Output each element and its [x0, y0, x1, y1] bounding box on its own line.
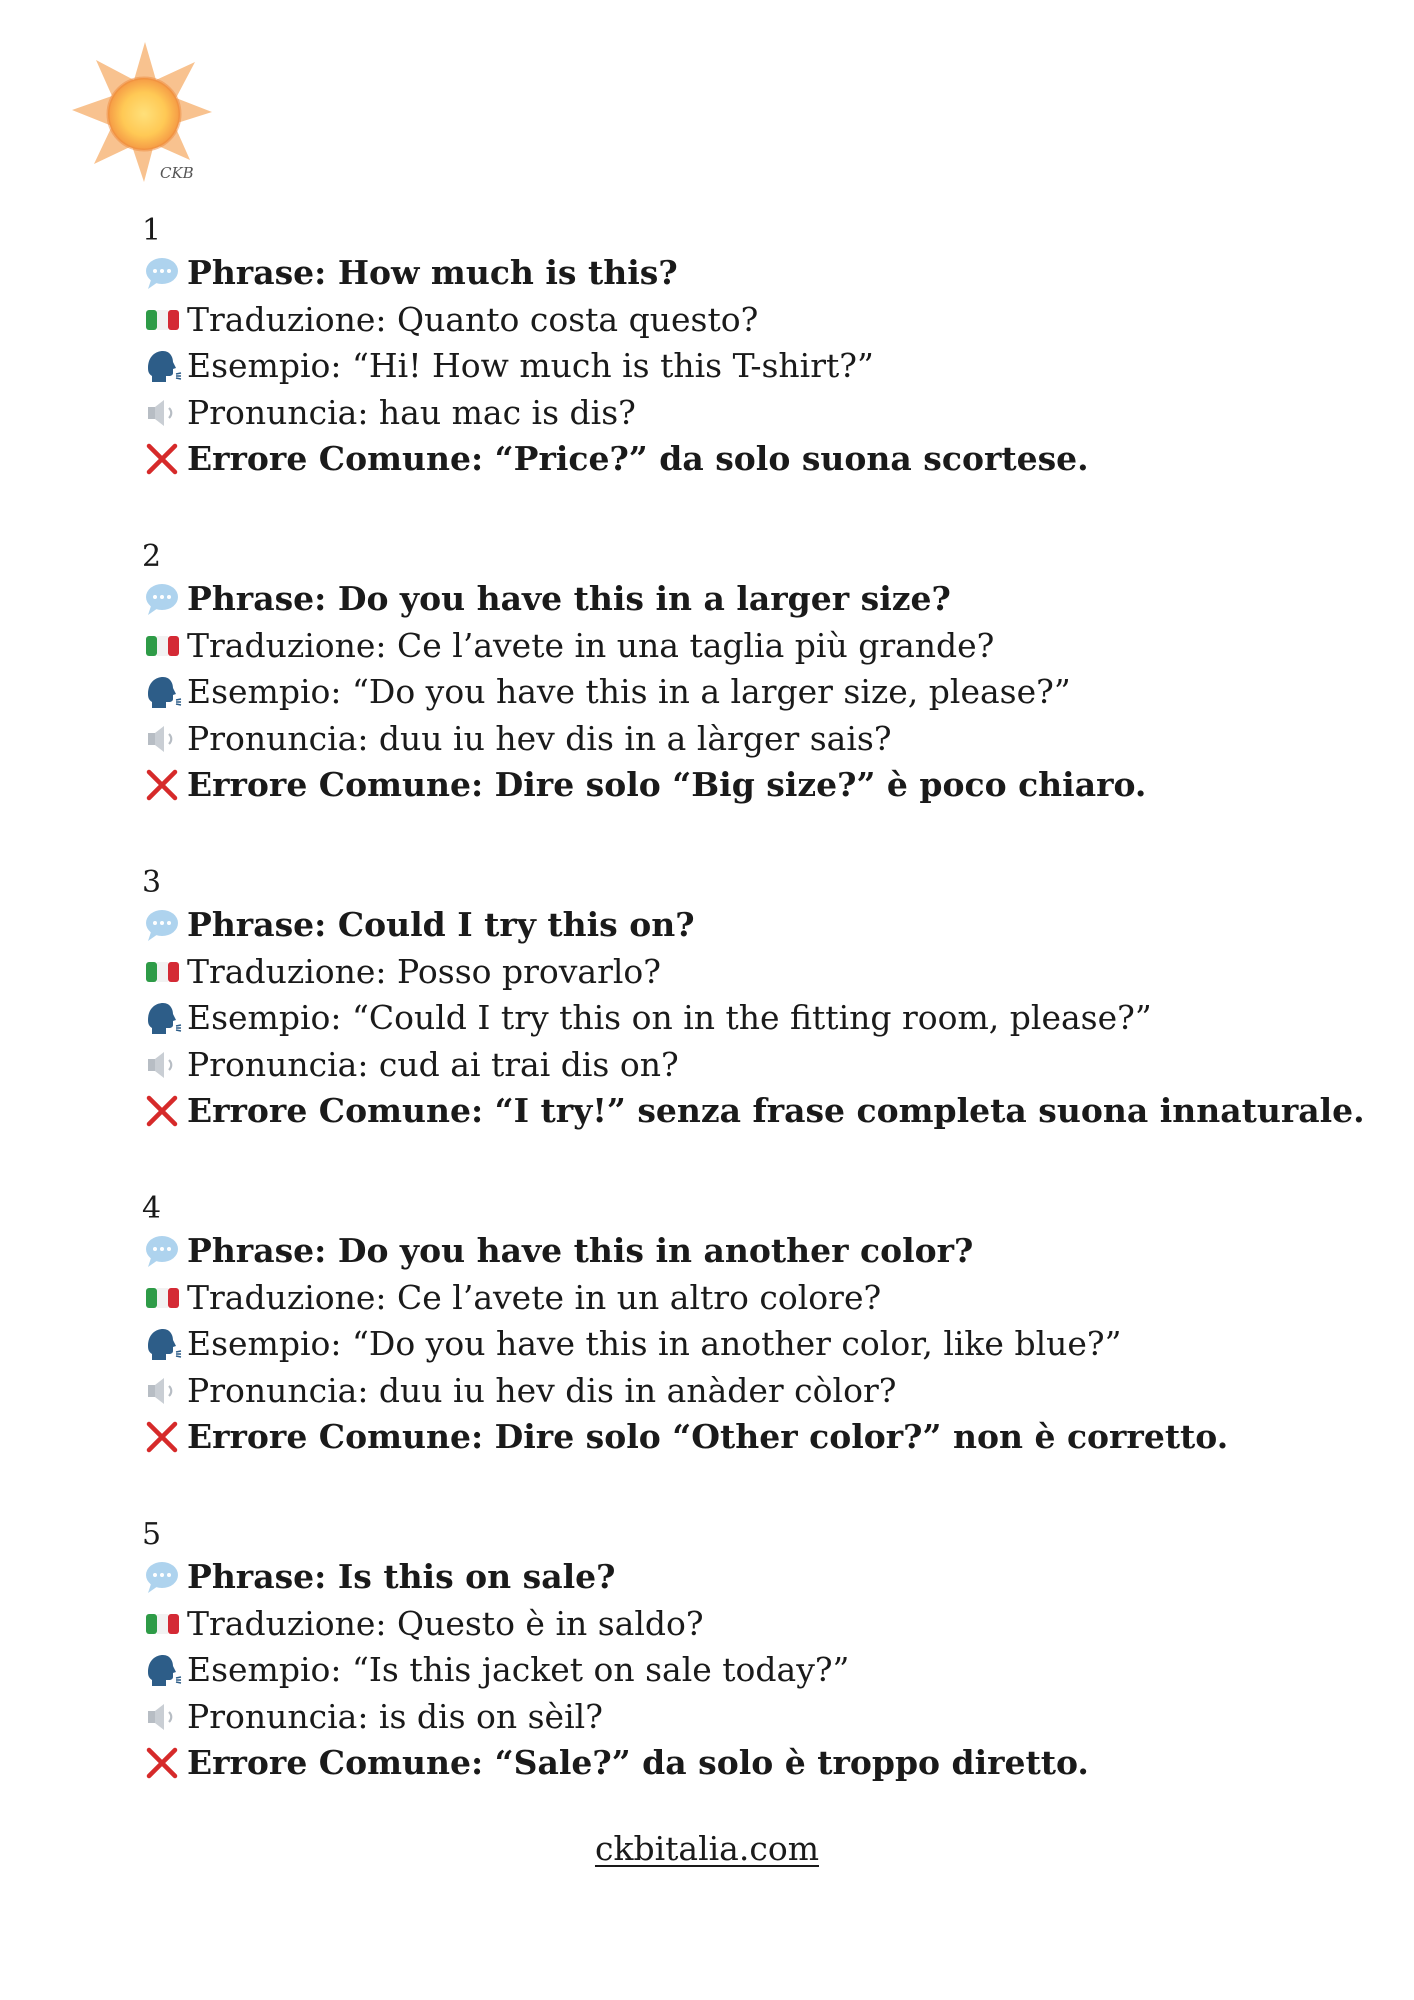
phrase-line	[142, 1228, 1322, 1275]
errore-line	[142, 436, 1322, 483]
traduzione-text: Traduzione: Quanto costa questo?	[187, 299, 759, 339]
esempio-line	[142, 1647, 1322, 1694]
speaker-icon	[142, 719, 182, 759]
pronuncia-line	[142, 1368, 1322, 1415]
errore-line	[142, 762, 1322, 809]
cross-mark-icon	[142, 765, 182, 805]
speaker-icon	[142, 1697, 182, 1737]
phrase-entry	[142, 212, 1322, 538]
errore-text: Errore Comune: Dire solo “Other color?” non è corretto.	[187, 1417, 1229, 1457]
esempio-text: Esempio: “Could I try this on in the fitting room, please?”	[187, 998, 1152, 1038]
speaking-head-icon	[142, 672, 182, 712]
errore-line	[142, 1740, 1322, 1787]
phrase-text: Phrase: Do you have this in another color?	[187, 1231, 974, 1271]
esempio-text: Esempio: “Do you have this in a larger size, please?”	[187, 672, 1071, 712]
pronuncia-line	[142, 716, 1322, 763]
phrase-text: Phrase: Could I try this on?	[187, 905, 695, 945]
speaker-icon	[142, 1371, 182, 1411]
cross-mark-icon	[142, 439, 182, 479]
cross-mark-icon	[142, 1091, 182, 1131]
phrase-entry	[142, 1516, 1322, 1842]
traduzione-text: Traduzione: Ce l’avete in un altro colore?	[187, 1277, 882, 1317]
phrase-entry	[142, 1190, 1322, 1516]
errore-line	[142, 1088, 1365, 1135]
italy-flag-icon	[142, 952, 182, 992]
speaking-head-icon	[142, 998, 182, 1038]
traduzione-text: Traduzione: Posso provarlo?	[187, 951, 661, 991]
errore-text: Errore Comune: “Sale?” da solo è troppo diretto.	[187, 1743, 1089, 1783]
phrase-entry	[142, 864, 1365, 1190]
phrase-line	[142, 1554, 1322, 1601]
speaker-icon	[142, 1045, 182, 1085]
speech-balloon-icon	[142, 253, 182, 293]
esempio-line	[142, 669, 1322, 716]
pronuncia-text: Pronuncia: hau mac is dis?	[187, 392, 636, 432]
errore-line	[142, 1414, 1322, 1461]
italy-flag-icon	[142, 1604, 182, 1644]
pronuncia-text: Pronuncia: duu iu hev dis in anàder còlor?	[187, 1370, 897, 1410]
speech-balloon-icon	[142, 1231, 182, 1271]
pronuncia-line	[142, 390, 1322, 437]
traduzione-line	[142, 949, 1322, 996]
italy-flag-icon	[142, 1278, 182, 1318]
esempio-text: Esempio: “Hi! How much is this T-shirt?”	[187, 346, 874, 386]
pronuncia-line	[142, 1042, 1322, 1089]
italy-flag-icon	[142, 300, 182, 340]
speaking-head-icon	[142, 346, 182, 386]
speech-balloon-icon	[142, 579, 182, 619]
esempio-line	[142, 1321, 1322, 1368]
esempio-line	[142, 343, 1322, 390]
phrase-entry	[142, 538, 1322, 864]
traduzione-line	[142, 1275, 1322, 1322]
phrase-text: Phrase: How much is this?	[187, 253, 678, 293]
cross-mark-icon	[142, 1743, 182, 1783]
traduzione-line	[142, 623, 1322, 670]
speaker-icon	[142, 393, 182, 433]
esempio-text: Esempio: “Is this jacket on sale today?”	[187, 1650, 850, 1690]
traduzione-text: Traduzione: Questo è in saldo?	[187, 1603, 704, 1643]
logo-signature: CKB	[160, 164, 194, 182]
pronuncia-line	[142, 1694, 1322, 1741]
pronuncia-text: Pronuncia: cud ai trai dis on?	[187, 1044, 679, 1084]
entry-number: 3	[142, 865, 162, 900]
site-link[interactable]: ckbitalia.com	[594, 1829, 819, 1868]
footer	[0, 1827, 1414, 1871]
traduzione-line	[142, 297, 1322, 344]
speaking-head-icon	[142, 1650, 182, 1690]
cross-mark-icon	[142, 1417, 182, 1457]
errore-text: Errore Comune: “I try!” senza frase completa suona innaturale.	[187, 1091, 1365, 1131]
speaking-head-icon	[142, 1324, 182, 1364]
sun-logo	[60, 40, 220, 190]
pronuncia-text: Pronuncia: duu iu hev dis in a làrger sais?	[187, 718, 892, 758]
entry-number: 1	[142, 213, 162, 248]
phrase-line	[142, 576, 1322, 623]
phrase-text: Phrase: Do you have this in a larger size?	[187, 579, 951, 619]
speech-balloon-icon	[142, 905, 182, 945]
entry-number: 4	[142, 1191, 162, 1226]
phrase-line	[142, 902, 1322, 949]
esempio-text: Esempio: “Do you have this in another color, like blue?”	[187, 1324, 1122, 1364]
entry-number: 2	[142, 539, 162, 574]
speech-balloon-icon	[142, 1557, 182, 1597]
traduzione-line	[142, 1601, 1322, 1648]
errore-text: Errore Comune: “Price?” da solo suona scortese.	[187, 439, 1089, 479]
pronuncia-text: Pronuncia: is dis on sèil?	[187, 1696, 603, 1736]
esempio-line	[142, 995, 1322, 1042]
phrase-text: Phrase: Is this on sale?	[187, 1557, 616, 1597]
phrase-line	[142, 250, 1322, 297]
entry-number: 5	[142, 1517, 162, 1552]
traduzione-text: Traduzione: Ce l’avete in una taglia più grande?	[187, 625, 995, 665]
phrase-list	[142, 212, 1365, 1842]
errore-text: Errore Comune: Dire solo “Big size?” è poco chiaro.	[187, 765, 1147, 805]
italy-flag-icon	[142, 626, 182, 666]
